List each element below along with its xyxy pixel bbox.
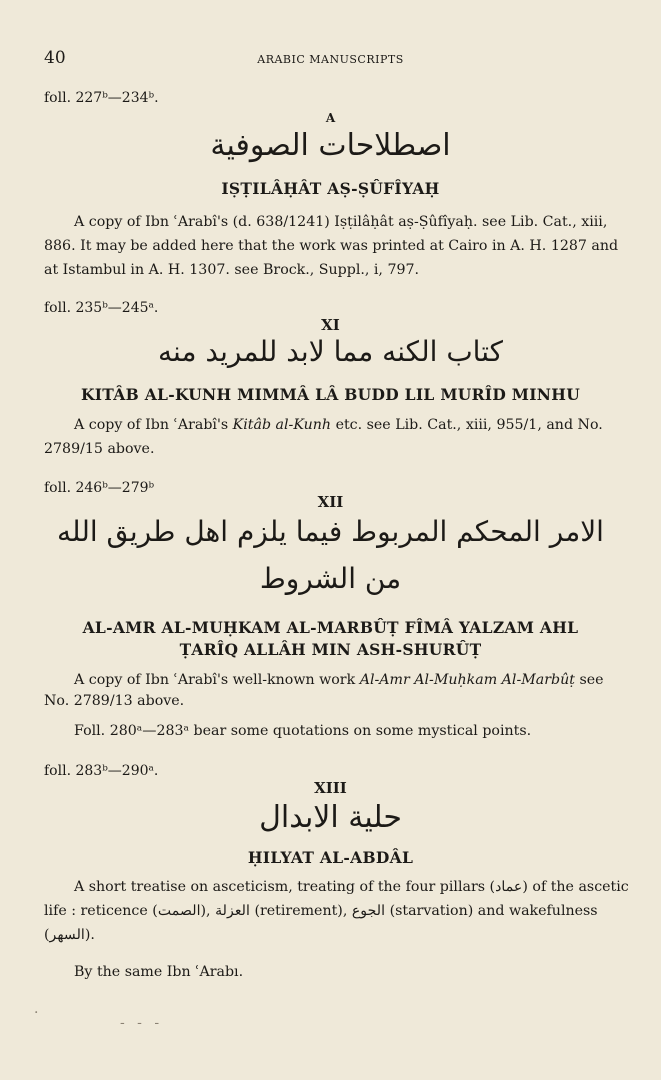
arabic-title: اصطلاحات الصوفية bbox=[210, 128, 451, 163]
arabic-title: حلية الابدال bbox=[259, 800, 402, 835]
folio-note: Foll. 280ᵃ—283ᵃ bear some quotations on some mystical points. bbox=[74, 723, 532, 739]
section-number: A bbox=[325, 111, 336, 125]
transliterated-title-line-2: ṬARÎQ ALLÂH MIN ASH-SHURÛṬ bbox=[179, 640, 482, 659]
section-number: XI bbox=[321, 316, 340, 334]
transliterated-title: IṢṬILÂḤÂT AṢ-ṢÛFÎYAḤ bbox=[221, 179, 440, 198]
description-paragraph bbox=[44, 670, 629, 712]
section-number: XIII bbox=[314, 779, 347, 797]
folio-reference: foll. 235ᵇ—245ᵃ. bbox=[44, 300, 159, 316]
transliterated-title: ḤILYAT AL-ABDÂL bbox=[247, 848, 414, 867]
transliterated-title: KITÂB AL-KUNH MIMMÂ LÂ BUDD LIL MURÎD MINHU bbox=[80, 385, 581, 404]
description-paragraph: A short treatise on asceticism, treating of the four pillars (عماد) of the ascetic life : reticence (الصمت), العزلة (retirement), الجوع (starvation) and wakefulness (السهر). bbox=[44, 879, 629, 943]
attribution-line: By the same Ibn ʿArabı. bbox=[74, 964, 244, 980]
description-paragraph bbox=[44, 413, 629, 461]
paragraph-text: A copy of Ibn ʿArabî's bbox=[74, 417, 229, 433]
print-speck: ‐ ‐ ‐ bbox=[120, 1015, 164, 1031]
section-number: XII bbox=[317, 493, 344, 511]
paragraph-text: etc. see Lib. Cat., xiii, 955/1, and No. 2789/15 above. bbox=[44, 417, 603, 457]
page-number: 40 bbox=[44, 48, 66, 68]
description-paragraph: A copy of Ibn ʿArabî's (d. 638/1241) Iṣṭilâḥât aṣ-Ṣûfîyaḥ. see Lib. Cat., xiii, 886. It may be added here that the work was printed at Cairo in A. H. 1287 and at Istambul in A. H. 1307. see Brock., Suppl., i, 797. bbox=[44, 214, 619, 278]
print-speck: · bbox=[34, 1005, 39, 1021]
work-title: Al-Amr Al-Muḥkam Al-Marbûṭ bbox=[359, 672, 575, 688]
work-title: Kitâb al-Kunh bbox=[232, 417, 332, 433]
paragraph-text: A copy of Ibn ʿArabî's well-known work bbox=[74, 672, 356, 688]
arabic-title: كتاب الكنه مما لابد للمريد منه bbox=[158, 335, 503, 368]
arabic-title-line-2: من الشروط bbox=[259, 562, 402, 595]
running-title: ARABIC MANUSCRIPTS bbox=[257, 53, 404, 66]
arabic-title-line-1: الامر المحكم المربوط فيما يلزم اهل طريق الله bbox=[57, 515, 604, 548]
folio-reference: foll. 246ᵇ—279ᵇ bbox=[44, 480, 155, 496]
folio-reference: foll. 227ᵇ—234ᵇ. bbox=[44, 90, 159, 106]
folio-reference: foll. 283ᵇ—290ᵃ. bbox=[44, 763, 159, 779]
transliterated-title-line-1: AL-AMR AL-MUḤKAM AL-MARBÛṬ FÎMÂ YALZAM AHL bbox=[82, 618, 579, 637]
paragraph-text: see No. 2789/13 above. bbox=[44, 672, 604, 709]
